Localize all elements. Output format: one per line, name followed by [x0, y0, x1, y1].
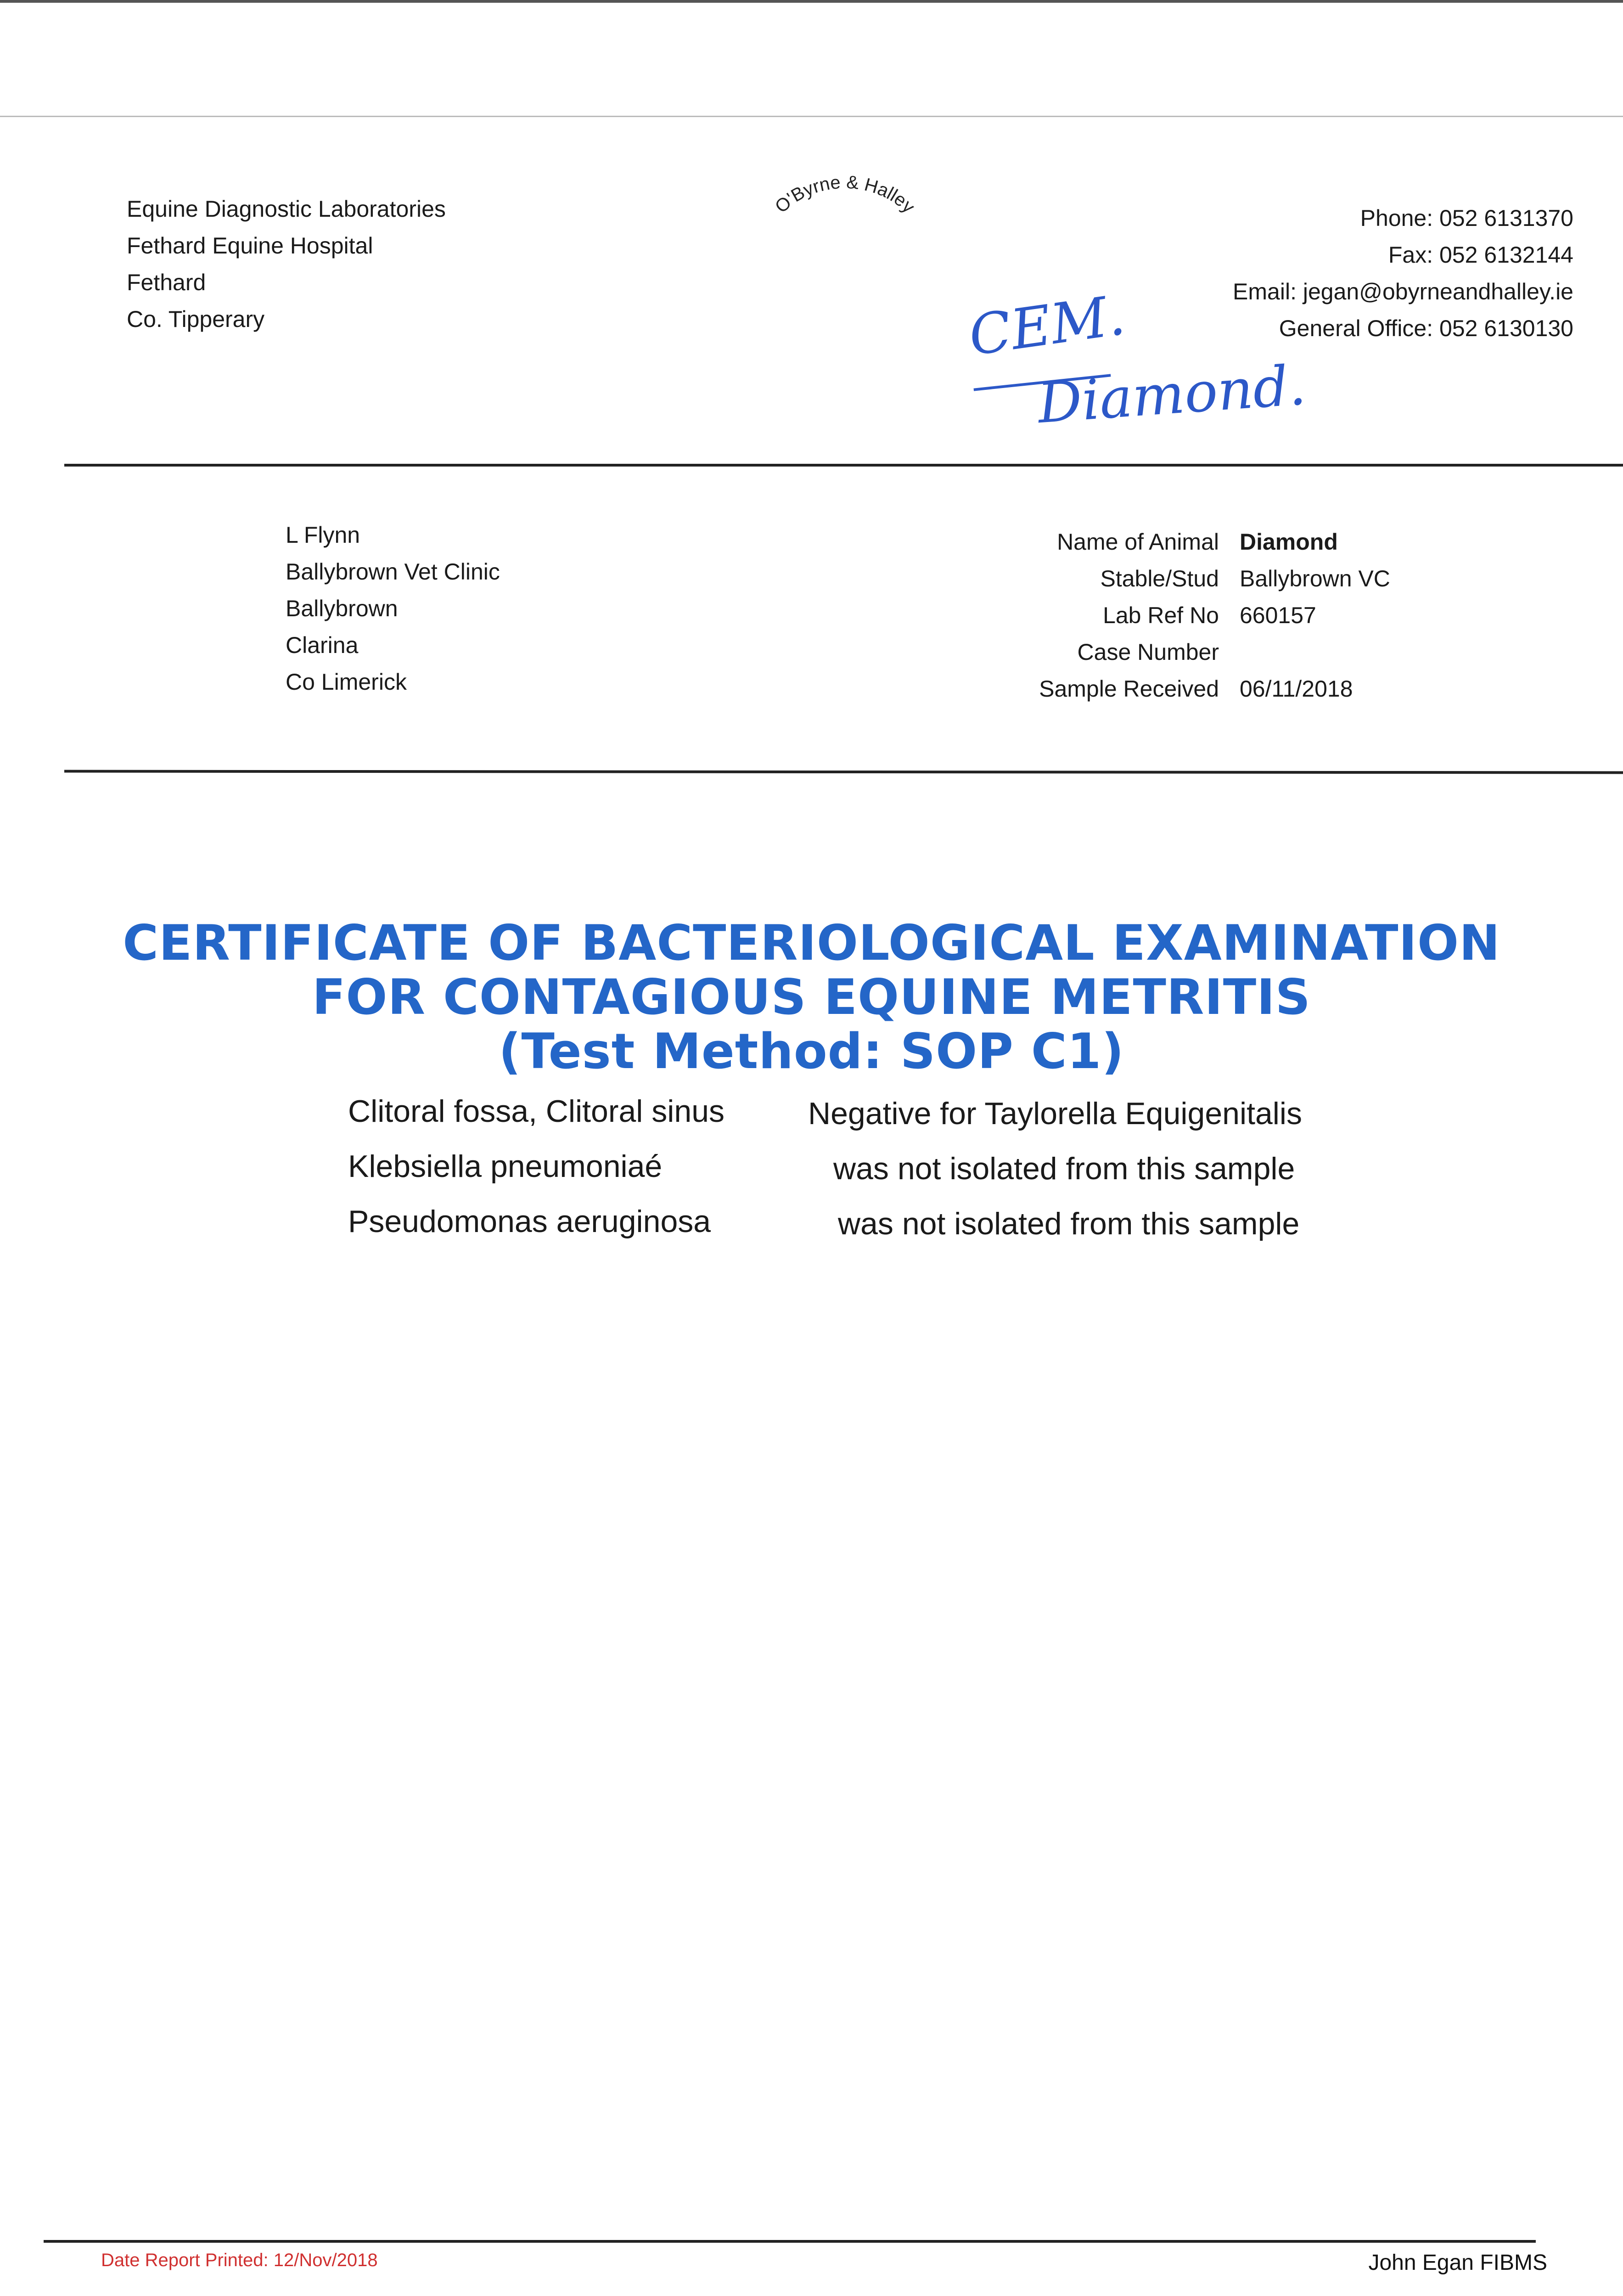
label-sample-received: Sample Received: [1039, 676, 1219, 702]
svg-text:O'Byrne & Halley: [771, 174, 919, 217]
lab-address: [127, 191, 540, 338]
recipient-county: Co Limerick: [286, 669, 407, 695]
logo-text: O'Byrne & Halley: [771, 174, 919, 217]
recipient-clinic: Ballybrown Vet Clinic: [286, 559, 500, 585]
handwritten-note-line2: Diamond.: [1035, 353, 1308, 436]
lab-county: Co. Tipperary: [127, 306, 265, 332]
lab-town: Fethard: [127, 270, 206, 295]
result-sample-3: Pseudomonas aeruginosa: [348, 1204, 711, 1239]
results-samples: [348, 1084, 807, 1249]
value-animal-name: Diamond: [1240, 529, 1338, 555]
lab-hospital: Fethard Equine Hospital: [127, 233, 373, 259]
value-sample-received: 06/11/2018: [1240, 676, 1353, 702]
certificate-title-line1: CERTIFICATE OF BACTERIOLOGICAL EXAMINATION: [123, 915, 1500, 971]
result-outcome-2: was not isolated from this sample: [833, 1151, 1295, 1186]
value-case-number: [1240, 634, 1561, 670]
certificate-title-line3: (Test Method: SOP C1): [499, 1023, 1124, 1080]
contact-details: [1114, 200, 1573, 347]
top-rule: [0, 0, 1623, 3]
result-outcome-1: Negative for Taylorella Equigenitalis: [808, 1096, 1303, 1131]
contact-phone: Phone: 052 6131370: [1360, 205, 1573, 231]
contact-office: General Office: 052 6130130: [1279, 315, 1573, 341]
result-sample-2: Klebsiella pneumoniaé: [348, 1149, 663, 1184]
animal-detail-values: [1240, 523, 1561, 707]
label-case-number: Case Number: [1077, 639, 1219, 665]
result-sample-1: Clitoral fossa, Clitoral sinus: [348, 1094, 725, 1129]
recipient-area: Ballybrown: [286, 596, 398, 621]
recipient-town: Clarina: [286, 632, 359, 658]
animal-detail-labels: [955, 523, 1219, 707]
footer-divider: [44, 2240, 1536, 2243]
label-name-of-animal: Name of Animal: [1057, 529, 1219, 555]
recipient-address: [286, 517, 699, 700]
result-outcome-3: was not isolated from this sample: [838, 1206, 1300, 1241]
results-outcomes: [808, 1086, 1359, 1251]
company-logo: [748, 174, 941, 266]
details-divider: [64, 770, 1623, 774]
handwritten-note-line1: CEM.: [965, 283, 1129, 369]
date-report-printed: Date Report Printed: 12/Nov/2018: [101, 2250, 378, 2270]
certificate-title-line2: FOR CONTAGIOUS EQUINE METRITIS: [312, 969, 1311, 1025]
recipient-name: L Flynn: [286, 522, 360, 548]
header-divider: [64, 464, 1623, 467]
value-lab-ref: 660157: [1240, 602, 1316, 628]
signatory: John Egan FIBMS: [1368, 2251, 1547, 2275]
contact-fax: Fax: 052 6132144: [1388, 242, 1573, 268]
label-lab-ref: Lab Ref No: [1103, 602, 1219, 628]
lab-name: Equine Diagnostic Laboratories: [127, 196, 446, 222]
value-stable: Ballybrown VC: [1240, 566, 1390, 591]
label-stable: Stable/Stud: [1100, 566, 1219, 591]
top-faint-rule: [0, 116, 1623, 117]
contact-email: Email: jegan@obyrneandhalley.ie: [1233, 279, 1573, 304]
